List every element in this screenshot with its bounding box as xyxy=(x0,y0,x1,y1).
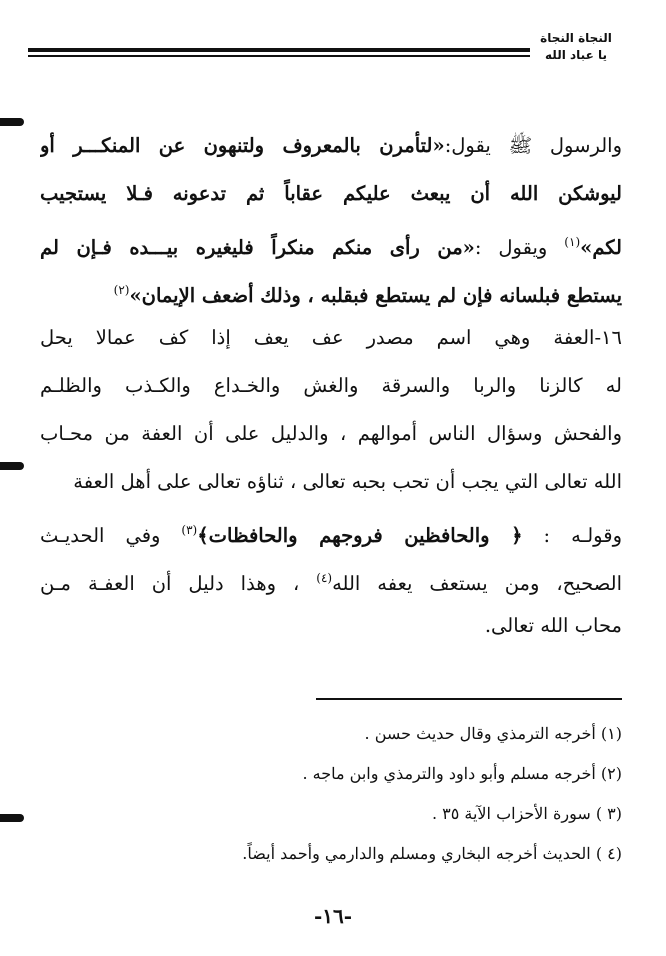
text-run: ويقول : xyxy=(474,236,565,259)
hadith-quote: ليوشكن الله أن يبعث عليكم عقاباً ثم تدعونه فـلا يستجيب xyxy=(40,182,622,205)
footnote-ref: (١) xyxy=(564,235,581,249)
text-line xyxy=(40,122,622,170)
running-header xyxy=(28,30,622,76)
footnote-item: (٢) أخرجه مسلم وأبو داود والترمذي وابن ماجه . xyxy=(302,764,622,783)
text-line xyxy=(40,314,622,362)
text-run: الصحيح، ومن يستعف يعفه الله xyxy=(332,572,622,595)
footnote-separator xyxy=(316,698,622,700)
text-line xyxy=(40,170,622,218)
text-run: ١٦-العفة وهي اسم مصدر عف يعف إذا كف عمالا يحل xyxy=(40,326,622,349)
text-run: وفي الحديـث xyxy=(40,524,182,547)
text-line xyxy=(40,458,622,506)
text-run: الله تعالى التي يجب أن تحب بحبه تعالى ، ثناؤه تعالى على أهل العفة xyxy=(73,470,622,493)
text-run: ، وهذا دليل أن العفـة مـن xyxy=(40,572,317,595)
text-line xyxy=(40,554,622,602)
text-run: وقولـه : xyxy=(522,524,622,547)
header-rule-thin xyxy=(28,55,530,57)
footnotes xyxy=(40,714,622,874)
text-run: والفحش وسؤال الناس أموالهم ، والدليل على أن العفة من محـاب xyxy=(40,422,622,445)
header-title xyxy=(530,30,622,64)
text-line xyxy=(40,362,622,410)
text-line xyxy=(40,602,622,650)
footnote-ref: (٣) xyxy=(181,523,198,537)
header-rule xyxy=(28,48,530,57)
hadith-quote: لكم» xyxy=(580,236,622,259)
footnote-ref: (٤) xyxy=(316,571,333,585)
text-run: والرسول ﷺ يقول: xyxy=(444,134,622,157)
header-rule-thick xyxy=(28,48,530,52)
text-line xyxy=(40,410,622,458)
footnote-ref: (٢) xyxy=(113,283,130,297)
body-text xyxy=(40,122,622,650)
hadith-quote: يستطع فبلسانه فإن لم يستطع فبقلبه ، وذلك أضعف الإيمان» xyxy=(129,284,622,307)
text-line xyxy=(40,266,622,314)
footnote-item: (٣ ) سورة الأحزاب الآية ٣٥ . xyxy=(431,804,622,823)
hadith-quote: «لتأمرن بالمعروف ولتنهون عن المنكـــر أو xyxy=(40,134,445,157)
header-title-line1: النجاة النجاة xyxy=(540,31,612,45)
text-line xyxy=(40,218,622,266)
hadith-quote: «من رأى منكم منكراً فليغيره بيـــده فـإن لم xyxy=(40,236,475,259)
margin-mark xyxy=(0,462,24,470)
margin-mark xyxy=(0,814,24,822)
text-run: محاب الله تعالى. xyxy=(484,614,622,637)
text-line xyxy=(40,506,622,554)
footnote-item: (٤ ) الحديث أخرجه البخاري ومسلم والدارمي وأحمد أيضاً. xyxy=(242,844,622,863)
header-title-line2: يا عباد الله xyxy=(545,48,607,62)
quran-quote: ﴿ والحافظين فروجهم والحافظات﴾ xyxy=(197,524,523,547)
text-run: له كالزنا والربا والسرقة والغش والخـداع والكـذب والظلـم xyxy=(40,374,622,397)
margin-mark xyxy=(0,118,24,126)
page-number: -١٦- xyxy=(313,904,353,928)
footnote-item: (١) أخرجه الترمذي وقال حديث حسن . xyxy=(364,724,622,743)
